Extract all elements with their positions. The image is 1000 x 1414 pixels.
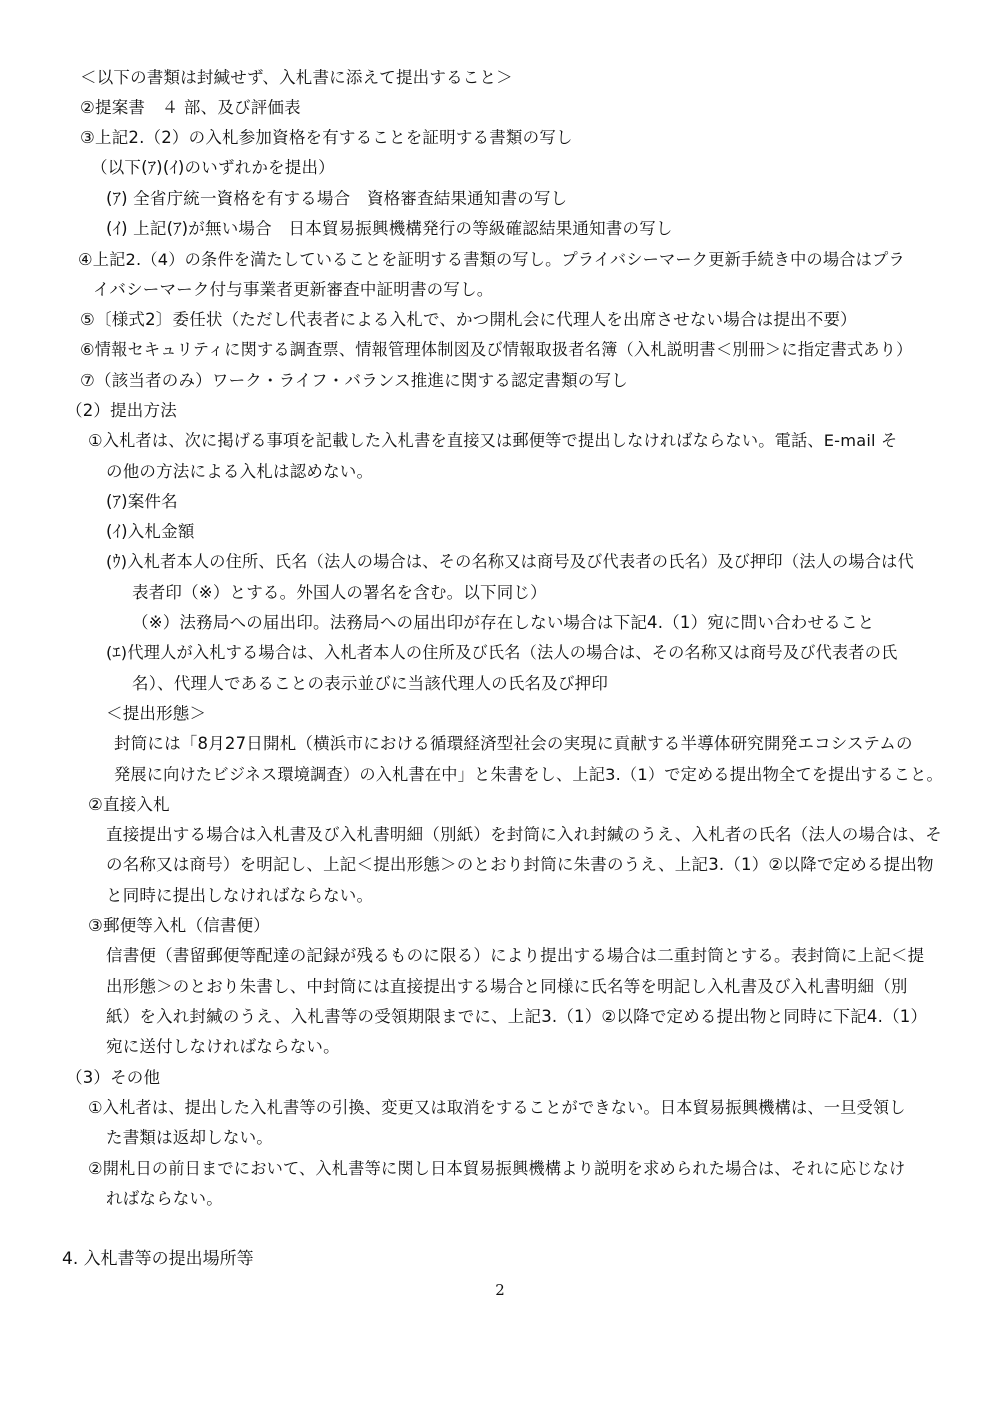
text-line: ⑥情報セキュリティに関する調査票、情報管理体制図及び情報取扱者名簿（入札説明書＜別冊＞に指定書式あり） bbox=[80, 340, 913, 359]
text-line: ①入札者は、次に掲げる事項を記載した入札書を直接又は郵便等で提出しなければならない。電話、E-mail そ bbox=[88, 431, 898, 450]
text-line: ⑤〔様式2〕委任状（ただし代表者による入札で、かつ開札会に代理人を出席させない場合は提出不要） bbox=[80, 310, 857, 329]
text-line: ①入札者は、提出した入札書等の引換、変更又は取消をすることができない。日本貿易振興機構は、一旦受領し bbox=[88, 1098, 906, 1117]
text-line: (ｱ)案件名 bbox=[106, 492, 178, 511]
text-line: （※）法務局への届出印。法務局への届出印が存在しない場合は下記4.（1）宛に問い合わせること bbox=[132, 613, 875, 632]
text-line: イバシーマーク付与事業者更新審査中証明書の写し。 bbox=[93, 280, 494, 299]
text-line: 封筒には「8月27日開札（横浜市における循環経済型社会の実現に貢献する半導体研究開発エコシステムの bbox=[114, 734, 913, 753]
text-line: ②提案書 ４ 部、及び評価表 bbox=[80, 98, 301, 117]
text-line: (ｴ)代理人が入札する場合は、入札者本人の住所及び氏名（法人の場合は、その名称又は商号及び代表者の氏 bbox=[106, 643, 898, 662]
text-line: ＜以下の書類は封緘せず、入札書に添えて提出すること＞ bbox=[80, 68, 513, 87]
text-line: (ｲ) 上記(ｱ)が無い場合 日本貿易振興機構発行の等級確認結果通知書の写し bbox=[106, 219, 673, 238]
text-line: ②直接入札 bbox=[88, 795, 170, 814]
text-line: (ｲ)入札金額 bbox=[106, 522, 195, 541]
text-line: の名称又は商号）を明記し、上記＜提出形態＞のとおり封筒に朱書のうえ、上記3.（1）②以降で定める提出物 bbox=[106, 855, 934, 874]
text-line: 発展に向けたビジネス環境調査）の入札書在中」と朱書をし、上記3.（1）で定める提出物全てを提出すること。 bbox=[114, 765, 943, 784]
text-line: ればならない。 bbox=[106, 1189, 223, 1208]
text-line: 出形態＞のとおり朱書し、中封筒には直接提出する場合と同様に氏名等を明記し入札書及び入札書明細（別 bbox=[106, 977, 908, 996]
text-line: ⑦（該当者のみ）ワーク・ライフ・バランス推進に関する認定書類の写し bbox=[80, 371, 628, 390]
text-line: 表者印（※）とする。外国人の署名を含む。以下同じ） bbox=[132, 583, 547, 602]
section-heading: 4. 入札書等の提出場所等 bbox=[62, 1249, 254, 1269]
text-line: 名）、代理人であることの表示並びに当該代理人の氏名及び押印 bbox=[132, 674, 609, 693]
subsection-heading: （3）その他 bbox=[66, 1068, 161, 1087]
text-line: (ｱ) 全省庁統一資格を有する場合 資格審査結果通知書の写し bbox=[106, 189, 568, 208]
text-line: ②開札日の前日までにおいて、入札書等に関し日本貿易振興機構より説明を求められた場合は、それに応じなけ bbox=[88, 1159, 906, 1178]
text-line: ③郵便等入札（信書便） bbox=[88, 916, 270, 935]
text-line: た書類は返却しない。 bbox=[106, 1128, 273, 1147]
text-line: 信書便（書留郵便等配達の記録が残るものに限る）により提出する場合は二重封筒とする。表封筒に上記＜提 bbox=[106, 946, 925, 965]
text-line: 紙）を入れ封緘のうえ、入札書等の受領期限までに、上記3.（1）②以降で定める提出物と同時に下記4.（1） bbox=[106, 1007, 928, 1026]
subsection-heading: （2）提出方法 bbox=[66, 401, 177, 420]
text-line: 直接提出する場合は入札書及び入札書明細（別紙）を封筒に入れ封緘のうえ、入札者の氏名（法人の場合は、そ bbox=[106, 825, 942, 844]
text-line: 宛に送付しなければならない。 bbox=[106, 1037, 340, 1056]
text-line: （以下(ｱ)(ｲ)のいずれかを提出） bbox=[91, 158, 335, 177]
text-line: ④上記2.（4）の条件を満たしていることを証明する書類の写し。プライバシーマーク更新手続き中の場合はプラ bbox=[78, 250, 905, 269]
text-line: と同時に提出しなければならない。 bbox=[106, 886, 374, 905]
page-number: 2 bbox=[495, 1281, 505, 1299]
text-line: (ｳ)入札者本人の住所、氏名（法人の場合は、その名称又は商号及び代表者の氏名）及び押印（法人の場合は代 bbox=[106, 552, 914, 571]
text-line: ＜提出形態＞ bbox=[106, 704, 207, 723]
text-line: ③上記2.（2）の入札参加資格を有することを証明する書類の写し bbox=[80, 128, 573, 147]
text-line: の他の方法による入札は認めない。 bbox=[106, 462, 374, 481]
